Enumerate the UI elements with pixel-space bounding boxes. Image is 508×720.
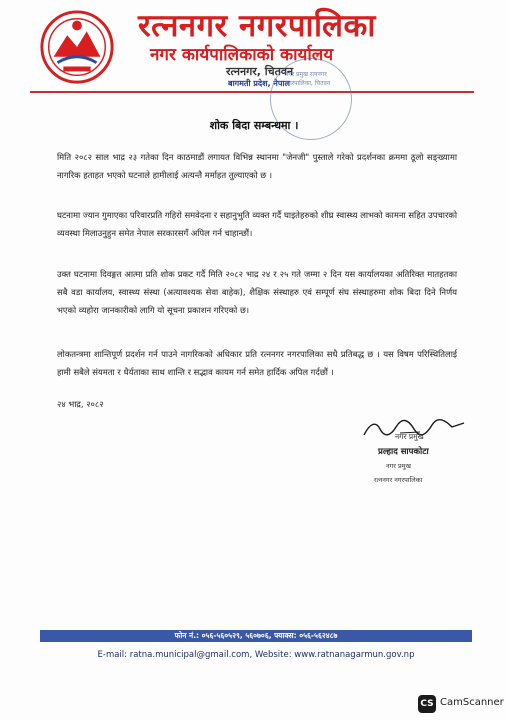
signatory-role: नगर प्रमुख bbox=[386, 462, 411, 470]
footer-contact: E-mail: ratna.municipal@gmail.com, Website: www.ratnanagarmun.gov.np bbox=[97, 650, 415, 660]
municipality-emblem-icon bbox=[38, 8, 116, 86]
stamp-text: नगर प्रमुख रत्ननगर नगरपालिका, चितवन bbox=[285, 71, 331, 87]
footer-phone: फोन नं.: ०५६-५६०५२९, ५६०७०६, फ्याक्स: ०५६-५६२४८७ bbox=[174, 631, 338, 640]
letter-subject: शोक बिदा सम्बन्धमा । bbox=[209, 119, 299, 132]
header-divider bbox=[30, 91, 474, 93]
camscanner-logo-icon: CS bbox=[418, 695, 436, 713]
body-paragraph: उक्त घटनामा दिवङ्गत आत्मा प्रति शोक प्रकट गर्दै मिति २०८२ भाद्र २४ र २५ गते जम्मा २ दिन यस कार्यालयका अतिरिक्त मातहतका सबै वडा कार्यालय, स्वास्थ्य संस्था (अत्यावश्यक सेवा बाहेक), शैक्षिक संस्थाहरु एवं सम्पूर्ण संघ संस्थाहरुमा शोक बिदा दिने निर्णय भएको व्यहोरा जानकारीको लागि यो सूचना प्रकाशन गरिएको छ। bbox=[57, 269, 457, 315]
body-paragraph: लोकतन्त्रमा शान्तिपूर्ण प्रदर्शन गर्न पाउने नागरिकको अधिकार प्रति रत्ननगर नगरपालिका सधै प्रतिबद्ध छ । यस विषम परिस्थितिलाई हामी सबैले संयमता र धैर्यताका साथ शान्ति र सद्भाव कायम गर्न समेत हार्दिक अपिल गर्दछौं । bbox=[57, 349, 457, 377]
camscanner-label: CamScanner bbox=[440, 697, 504, 708]
signatory-office: रत्ननगर नगरपालिका bbox=[374, 476, 423, 484]
province-line: बागमती प्रदेश, नेपाल bbox=[228, 79, 290, 88]
body-paragraph: मिति २०८२ साल भाद्र २३ गतेका दिन काठमाडौं लगायत विभिन्न स्थानमा "जेनजी" पुस्ताले गरेको प्रदर्शनका क्रममा ठूलो सङ्ख्यामा नागरिक हताहत भएको घटनाले हामीलाई अत्यन्तै मर्माहत तुल्याएको छ । bbox=[57, 152, 457, 180]
signatory-role-top: नगर प्रमुख bbox=[395, 432, 424, 441]
signatory-name: प्रल्हाद सापकोटा bbox=[378, 447, 429, 457]
body-paragraph: घटनामा ज्यान गुमाएका परिवारप्रति गहिरो समवेदना र सहानुभुति व्यक्त गर्दै घाइतेहरुको शीघ्र स्वास्थ्य लाभको कामना सहित उपचारको व्यवस्था मिलाउनुहुन समेत नेपाल सरकारसगँ अपिल गर्न चाहान्छौं। bbox=[57, 210, 457, 238]
municipality-name: रत्ननगर नगरपालिका bbox=[138, 8, 376, 44]
office-name: नगर कार्यपालिकाको कार्यालय bbox=[150, 45, 334, 65]
letter-date: २४ भाद्र, २०८२ bbox=[57, 399, 104, 409]
office-address: रत्ननगर, चितवन bbox=[226, 65, 294, 78]
